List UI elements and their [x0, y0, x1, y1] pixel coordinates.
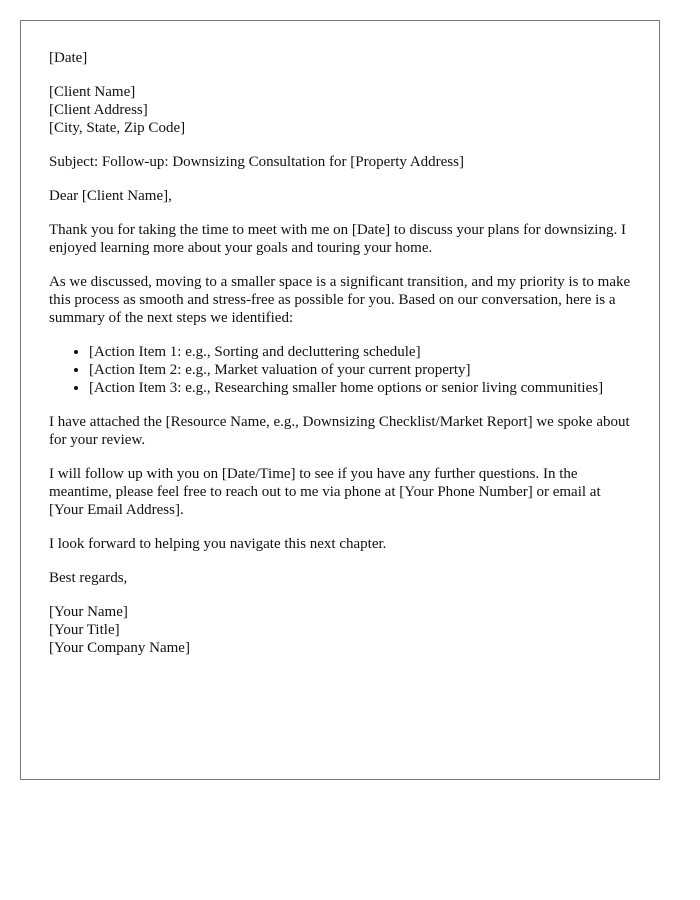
recipient-address-block: [49, 83, 632, 137]
letter-subject: Subject: Follow-up: Downsizing Consultation for [Property Address]: [49, 154, 464, 170]
action-item: • [Action Item 1: e.g., Sorting and decluttering schedule]: [89, 343, 632, 361]
signature-block: [49, 603, 632, 657]
recipient-city-state-zip: [City, State, Zip Code]: [49, 120, 186, 136]
action-item: • [Action Item 3: e.g., Researching smaller home options or senior living communities]: [89, 379, 632, 397]
letter-salutation: Dear [Client Name],: [49, 188, 172, 204]
action-item-list: [49, 343, 632, 397]
letter-sign-off: Best regards,: [49, 570, 128, 586]
signature-company: [Your Company Name]: [49, 640, 190, 656]
recipient-name: [Client Name]: [49, 84, 136, 100]
action-item: • [Action Item 2: e.g., Market valuation of your current property]: [89, 361, 632, 379]
paragraph-followup: I will follow up with you on [Date/Time] to see if you have any further questions. In the meantime, please feel free to reach out to me via phone at [Your Phone Number] or email at [Your Email Address].: [49, 466, 601, 518]
letter-date: [Date]: [49, 50, 88, 66]
paragraph-closing-line: I look forward to helping you navigate this next chapter.: [49, 536, 387, 552]
paragraph-summary: As we discussed, moving to a smaller space is a significant transition, and my priority is to make this process as smooth and stress-free as possible for you. Based on our conversation, here is a summary of the next steps we identified:: [49, 274, 631, 326]
signature-title: [Your Title]: [49, 622, 120, 638]
letter-page: [20, 20, 660, 780]
recipient-address: [Client Address]: [49, 102, 148, 118]
paragraph-intro: Thank you for taking the time to meet with me on [Date] to discuss your plans for downsizing. I enjoyed learning more about your goals and touring your home.: [49, 222, 626, 256]
signature-name: [Your Name]: [49, 604, 128, 620]
paragraph-attachment: I have attached the [Resource Name, e.g., Downsizing Checklist/Market Report] we spoke about for your review.: [49, 414, 630, 448]
